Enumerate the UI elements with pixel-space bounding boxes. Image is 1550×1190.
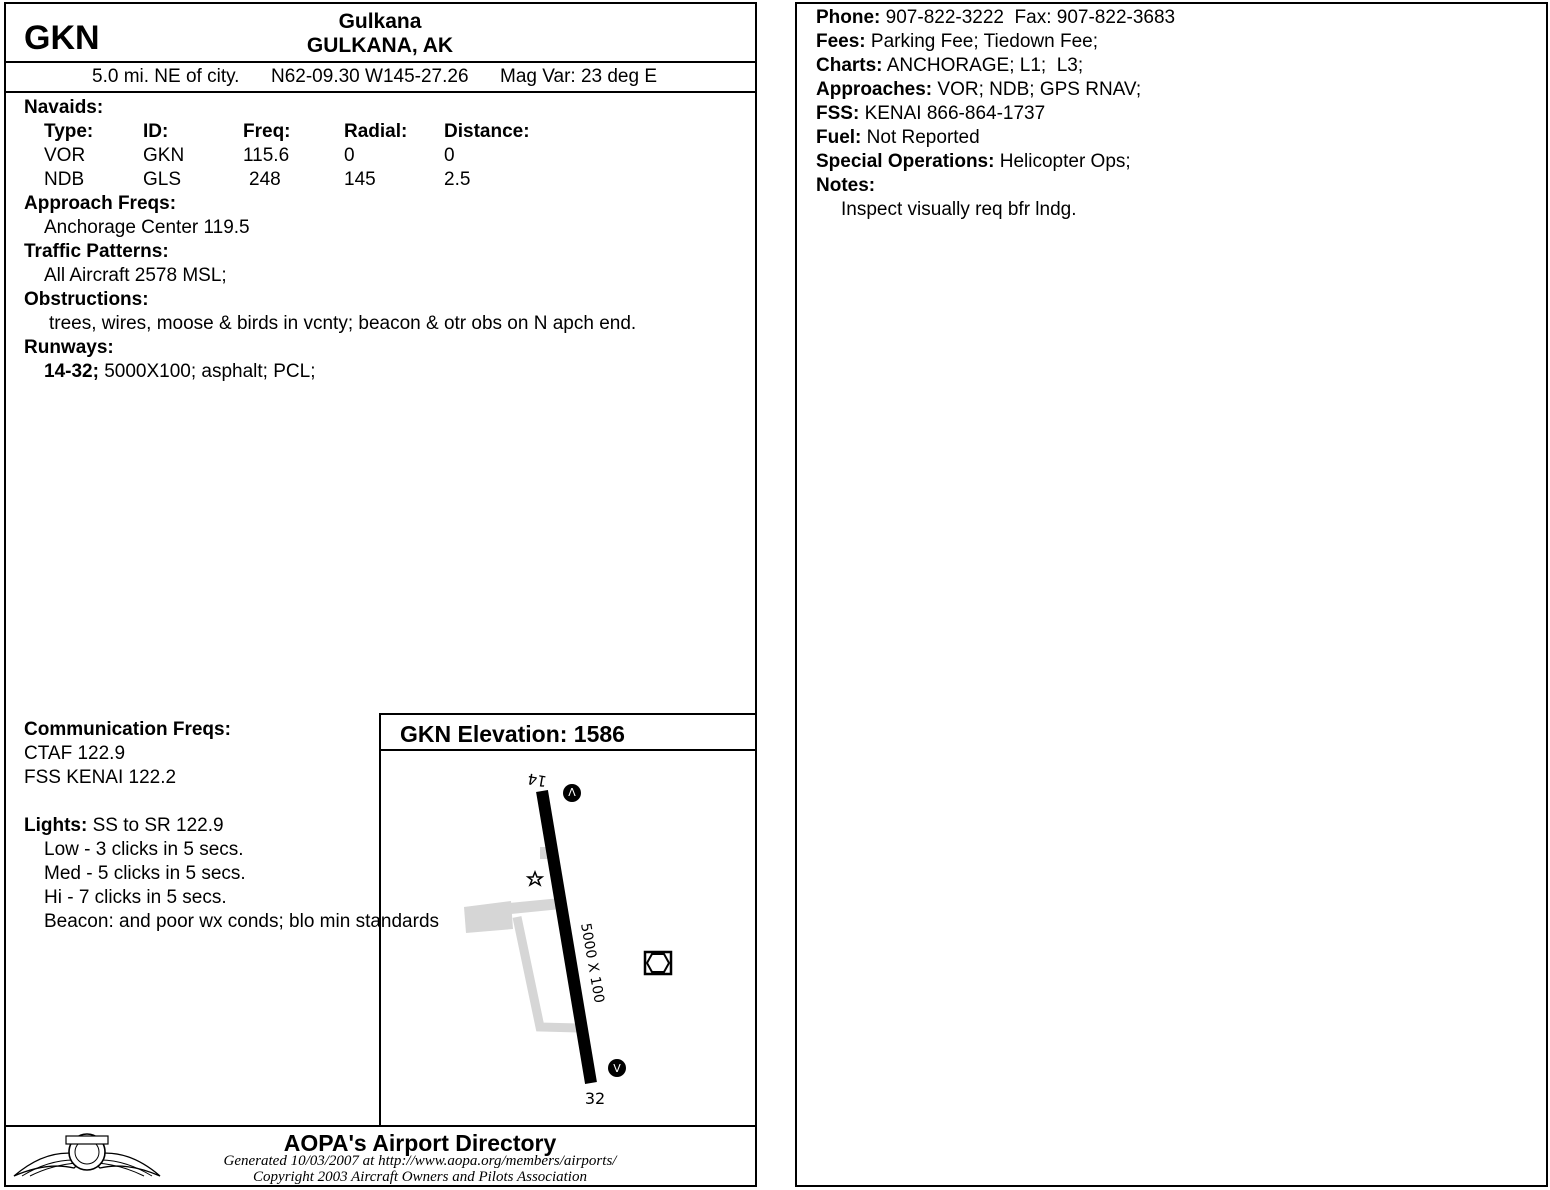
comm-freq-item: CTAF 122.9: [24, 743, 126, 764]
beacon-star-icon: [528, 872, 542, 885]
runway-end-14: 14: [526, 769, 549, 791]
airport-city: GULKANA, AK: [306, 34, 454, 57]
charts-value: ANCHORAGE; L1; L3;: [886, 55, 1084, 76]
runways-label: Runways:: [24, 337, 114, 358]
navaid-cell: 248: [249, 169, 281, 190]
phone-label: Phone:: [816, 7, 881, 28]
fuel-line: [816, 126, 980, 150]
airport-name: Gulkana: [338, 10, 422, 33]
approaches-value: VOR; NDB; GPS RNAV;: [937, 79, 1142, 100]
lights-item: Low - 3 clicks in 5 secs.: [44, 839, 244, 860]
special-ops-label: Special Operations:: [816, 151, 995, 172]
runway-id: 14-32;: [44, 361, 99, 382]
navaid-cell: 145: [344, 169, 376, 190]
traffic-patterns-value: All Aircraft 2578 MSL;: [44, 265, 227, 286]
navaid-cell: 0: [444, 145, 455, 166]
charts-line: [816, 54, 1083, 78]
footer-copyright: Copyright 2003 Aircraft Owners and Pilots Association: [253, 1169, 587, 1185]
navaid-cell: 2.5: [444, 169, 471, 190]
navaids-header-radial: Radial:: [344, 121, 408, 142]
navaids-label: Navaids:: [24, 97, 104, 118]
location-distance: 5.0 mi. NE of city.: [92, 66, 240, 87]
fss-value: KENAI 866-864-1737: [864, 103, 1046, 124]
fees-line: [816, 30, 1098, 54]
diagram-title: GKN Elevation: 1586: [400, 721, 625, 747]
lights-item: Med - 5 clicks in 5 secs.: [44, 863, 246, 884]
navaid-cell: VOR: [44, 145, 86, 166]
comm-freqs-label: Communication Freqs:: [24, 719, 231, 740]
navaid-cell: GKN: [143, 145, 185, 166]
fss-label: FSS:: [816, 103, 860, 124]
obstructions-value: trees, wires, moose & birds in vcnty; beacon & otr obs on N apch end.: [49, 313, 637, 334]
taxiway-connector: [509, 898, 561, 914]
location-divider: [4, 91, 757, 93]
navaid-cell: 115.6: [243, 145, 290, 166]
comm-freq-item: FSS KENAI 122.2: [24, 767, 177, 788]
navaid-cell: GLS: [143, 169, 182, 190]
runway-end-32: 32: [584, 1089, 606, 1108]
special-ops-value: Helicopter Ops;: [999, 151, 1131, 172]
lights-item: Hi - 7 clicks in 5 secs.: [44, 887, 227, 908]
approaches-line: [816, 78, 1141, 102]
vor-hexagon: [647, 954, 669, 972]
runway-dimension-label: 5000 X 100: [577, 921, 607, 1005]
airport-code: GKN: [24, 19, 100, 57]
navaids-header-type: Type:: [44, 121, 94, 142]
notes-label: Notes:: [816, 175, 876, 196]
vasi-south-glyph: V: [613, 1062, 621, 1075]
charts-label: Charts:: [816, 55, 883, 76]
footer-generated: Generated 10/03/2007 at http://www.aopa.org/members/airports/: [223, 1153, 617, 1169]
taxiway-apron: [464, 901, 513, 933]
navaids-header-freq: Freq:: [243, 121, 291, 142]
lights-label: Lights:: [24, 815, 88, 836]
obstructions-label: Obstructions:: [24, 289, 149, 310]
location-magvar: Mag Var: 23 deg E: [500, 66, 658, 87]
lights-value: SS to SR 122.9: [92, 815, 224, 836]
traffic-patterns-label: Traffic Patterns:: [24, 241, 169, 262]
vasi-north-glyph: V: [568, 785, 576, 798]
lights-line: [24, 814, 224, 838]
fees-label: Fees:: [816, 31, 866, 52]
navaids-header-distance: Distance:: [444, 121, 530, 142]
approach-freqs-label: Approach Freqs:: [24, 193, 177, 214]
fuel-value: Not Reported: [866, 127, 980, 148]
fees-value: Parking Fee; Tiedown Fee;: [870, 31, 1098, 52]
phone-line: [816, 6, 1175, 30]
navaid-cell: 0: [344, 145, 355, 166]
fss-line: [816, 102, 1045, 126]
right-panel: [795, 2, 1548, 1187]
header-divider: [4, 61, 757, 63]
aopa-logo: [12, 1130, 162, 1182]
airport-diagram: [381, 751, 755, 1125]
navaids-header-id: ID:: [143, 121, 169, 142]
notes-value: Inspect visually req bfr lndg.: [841, 199, 1077, 220]
fuel-label: Fuel:: [816, 127, 862, 148]
approach-freqs-value: Anchorage Center 119.5: [44, 217, 250, 238]
lights-item: Beacon: and poor wx conds; blo min standards: [44, 911, 440, 932]
location-coords: N62-09.30 W145-27.26: [271, 66, 469, 87]
navaid-cell: NDB: [44, 169, 85, 190]
phone-value: 907-822-3222 Fax: 907-822-3683: [885, 7, 1176, 28]
approaches-label: Approaches:: [816, 79, 933, 100]
special-ops-line: [816, 150, 1131, 174]
footer-title: AOPA's Airport Directory: [283, 1130, 557, 1156]
runway-details: 5000X100; asphalt; PCL;: [104, 361, 316, 382]
runway-entry: [44, 360, 315, 384]
